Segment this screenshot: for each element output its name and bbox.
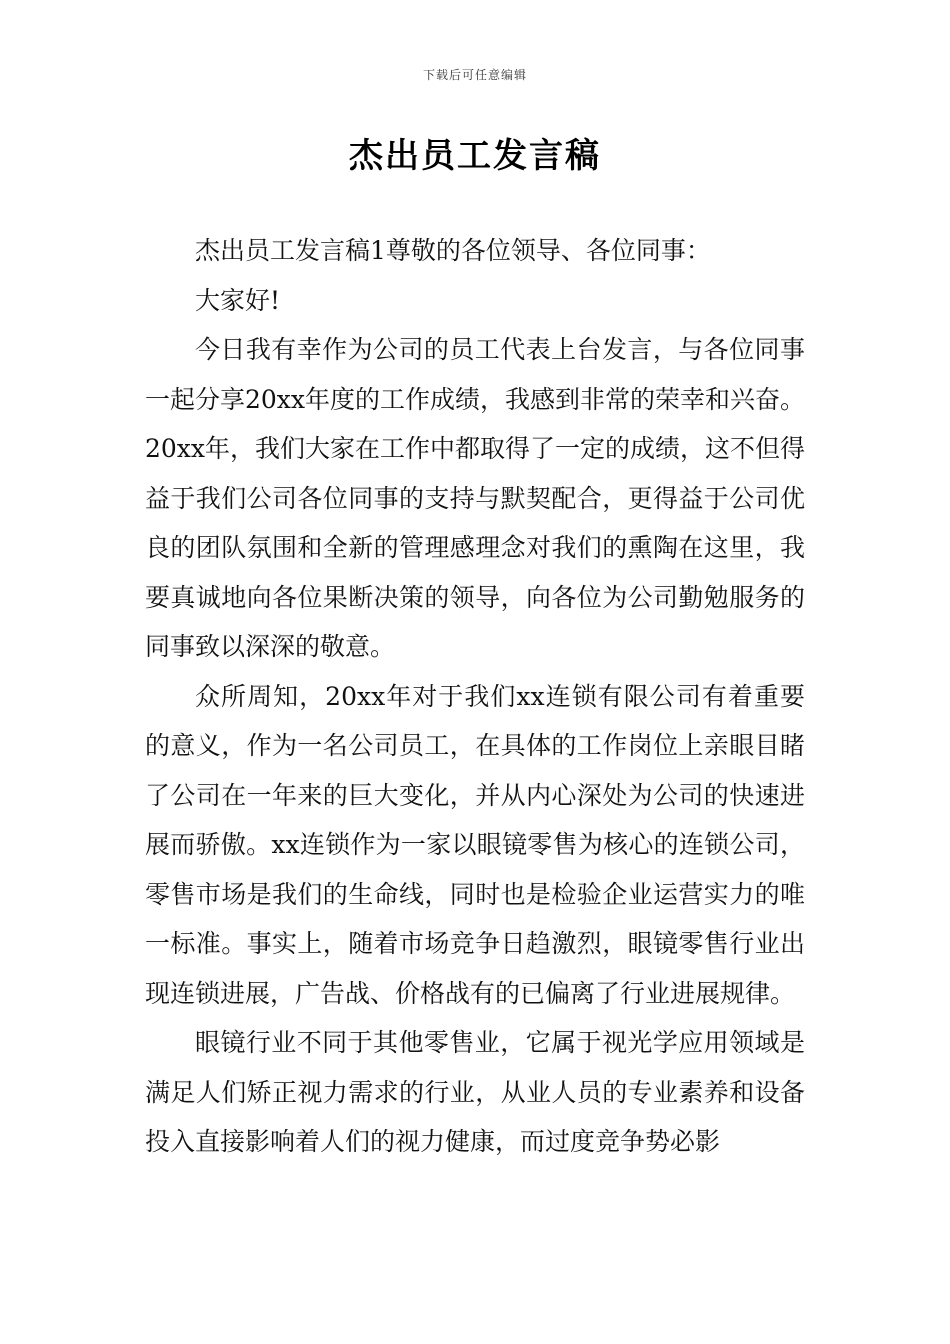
document-title: 杰出员工发言稿	[349, 136, 601, 176]
paragraph-company: 众所周知，20xx年对于我们xx连锁有限公司有着重要的意义，作为一名公司员工，在具体的工作岗位上亲眼目睹了公司在一年来的巨大变化，并从内心深处为公司的快速进展而骄傲。xx连锁作为一家以眼镜零售为核心的连锁公司，零售市场是我们的生命线，同时也是检验企业运营实力的唯一标准。事实上，随着市场竞争日趋激烈，眼镜零售行业出现连锁进展，广告战、价格战有的已偏离了行业进展规律。	[145, 681, 805, 1008]
document-body	[145, 226, 805, 1167]
paragraph-hello: 大家好!	[195, 285, 281, 315]
paragraph-greeting: 杰出员工发言稿1尊敬的各位领导、各位同事：	[195, 236, 711, 265]
header-note: 下载后可任意编辑	[422, 68, 527, 82]
paragraph-intro: 今日我有幸作为公司的员工代表上台发言，与各位同事一起分享20xx年度的工作成绩，我感到非常的荣幸和兴奋。20xx年，我们大家在工作中都取得了一定的成绩，这不但得益于我们公司各位同事的支持与默契配合，更得益于公司优良的团队氛围和全新的管理感理念对我们的熏陶在这里，我要真诚地向各位果断决策的领导，向各位为公司勤勉服务的同事致以深深的敬意。	[145, 335, 806, 661]
paragraph-industry: 眼镜行业不同于其他零售业，它属于视光学应用领域是满足人们矫正视力需求的行业，从业人员的专业素养和设备投入直接影响着人们的视力健康，而过度竞争势必影	[145, 1028, 805, 1156]
